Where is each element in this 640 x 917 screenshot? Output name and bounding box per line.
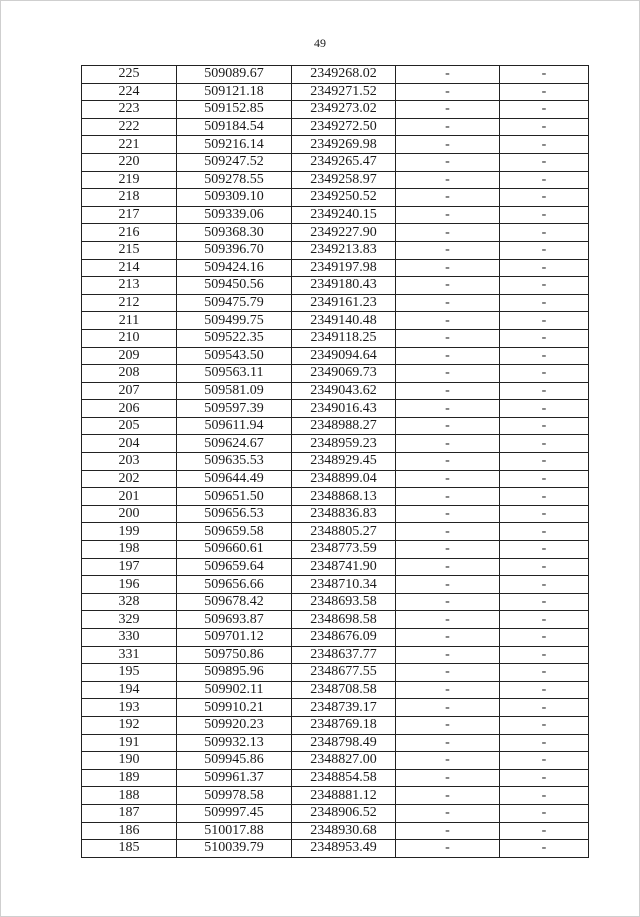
y-coordinate-cell: 2349250.52 (292, 189, 396, 207)
point-id-cell: 215 (82, 241, 177, 259)
table-row (82, 118, 589, 136)
table-row (82, 171, 589, 189)
point-id-cell: 223 (82, 101, 177, 119)
column-4-cell: - (396, 822, 500, 840)
x-coordinate-cell: 509499.75 (177, 312, 292, 330)
column-5-cell: - (500, 118, 589, 136)
table-row (82, 417, 589, 435)
column-4-cell: - (396, 470, 500, 488)
x-coordinate-cell: 509902.11 (177, 681, 292, 699)
column-4-cell: - (396, 611, 500, 629)
table-row (82, 453, 589, 471)
point-id-cell: 189 (82, 769, 177, 787)
table-row (82, 83, 589, 101)
column-4-cell: - (396, 118, 500, 136)
table-row (82, 329, 589, 347)
column-4-cell: - (396, 505, 500, 523)
x-coordinate-cell: 509216.14 (177, 136, 292, 154)
column-4-cell: - (396, 347, 500, 365)
table-row (82, 646, 589, 664)
column-4-cell: - (396, 66, 500, 84)
x-coordinate-cell: 510039.79 (177, 840, 292, 858)
table-row (82, 382, 589, 400)
column-4-cell: - (396, 241, 500, 259)
column-5-cell: - (500, 259, 589, 277)
column-4-cell: - (396, 664, 500, 682)
column-5-cell: - (500, 541, 589, 559)
y-coordinate-cell: 2348906.52 (292, 804, 396, 822)
y-coordinate-cell: 2348836.83 (292, 505, 396, 523)
column-4-cell: - (396, 153, 500, 171)
column-4-cell: - (396, 629, 500, 647)
y-coordinate-cell: 2349197.98 (292, 259, 396, 277)
table-row (82, 716, 589, 734)
column-5-cell: - (500, 101, 589, 119)
y-coordinate-cell: 2349269.98 (292, 136, 396, 154)
x-coordinate-cell: 509895.96 (177, 664, 292, 682)
column-5-cell: - (500, 470, 589, 488)
column-4-cell: - (396, 224, 500, 242)
table-row (82, 558, 589, 576)
point-id-cell: 199 (82, 523, 177, 541)
x-coordinate-cell: 509563.11 (177, 365, 292, 383)
column-4-cell: - (396, 329, 500, 347)
y-coordinate-cell: 2349118.25 (292, 329, 396, 347)
point-id-cell: 197 (82, 558, 177, 576)
x-coordinate-cell: 509678.42 (177, 593, 292, 611)
table-row (82, 681, 589, 699)
y-coordinate-cell: 2348988.27 (292, 417, 396, 435)
x-coordinate-cell: 509247.52 (177, 153, 292, 171)
column-4-cell: - (396, 699, 500, 717)
x-coordinate-cell: 509597.39 (177, 400, 292, 418)
x-coordinate-cell: 509424.16 (177, 259, 292, 277)
point-id-cell: 220 (82, 153, 177, 171)
column-5-cell: - (500, 769, 589, 787)
y-coordinate-cell: 2348739.17 (292, 699, 396, 717)
column-4-cell: - (396, 101, 500, 119)
point-id-cell: 221 (82, 136, 177, 154)
column-5-cell: - (500, 329, 589, 347)
column-4-cell: - (396, 840, 500, 858)
point-id-cell: 187 (82, 804, 177, 822)
column-4-cell: - (396, 294, 500, 312)
point-id-cell: 198 (82, 541, 177, 559)
x-coordinate-cell: 509644.49 (177, 470, 292, 488)
table-row (82, 136, 589, 154)
column-4-cell: - (396, 206, 500, 224)
point-id-cell: 212 (82, 294, 177, 312)
y-coordinate-cell: 2348930.68 (292, 822, 396, 840)
column-5-cell: - (500, 488, 589, 506)
point-id-cell: 210 (82, 329, 177, 347)
point-id-cell: 224 (82, 83, 177, 101)
y-coordinate-cell: 2348959.23 (292, 435, 396, 453)
y-coordinate-cell: 2348899.04 (292, 470, 396, 488)
coordinate-table (81, 65, 589, 858)
table-row (82, 400, 589, 418)
x-coordinate-cell: 509339.06 (177, 206, 292, 224)
column-4-cell: - (396, 382, 500, 400)
column-5-cell: - (500, 629, 589, 647)
point-id-cell: 208 (82, 365, 177, 383)
column-4-cell: - (396, 541, 500, 559)
x-coordinate-cell: 509624.67 (177, 435, 292, 453)
table-row (82, 224, 589, 242)
y-coordinate-cell: 2349227.90 (292, 224, 396, 242)
coordinate-table-body (82, 66, 589, 858)
x-coordinate-cell: 509978.58 (177, 787, 292, 805)
table-row (82, 206, 589, 224)
column-5-cell: - (500, 171, 589, 189)
point-id-cell: 190 (82, 752, 177, 770)
table-row (82, 101, 589, 119)
page-number: 49 (314, 36, 326, 50)
y-coordinate-cell: 2348676.09 (292, 629, 396, 647)
point-id-cell: 211 (82, 312, 177, 330)
y-coordinate-cell: 2348693.58 (292, 593, 396, 611)
table-row (82, 488, 589, 506)
x-coordinate-cell: 509701.12 (177, 629, 292, 647)
point-id-cell: 205 (82, 417, 177, 435)
x-coordinate-cell: 509278.55 (177, 171, 292, 189)
point-id-cell: 225 (82, 66, 177, 84)
point-id-cell: 329 (82, 611, 177, 629)
y-coordinate-cell: 2349240.15 (292, 206, 396, 224)
table-row (82, 259, 589, 277)
table-row (82, 523, 589, 541)
x-coordinate-cell: 509522.35 (177, 329, 292, 347)
column-5-cell: - (500, 505, 589, 523)
column-4-cell: - (396, 312, 500, 330)
column-5-cell: - (500, 593, 589, 611)
column-4-cell: - (396, 593, 500, 611)
column-5-cell: - (500, 576, 589, 594)
y-coordinate-cell: 2348741.90 (292, 558, 396, 576)
point-id-cell: 206 (82, 400, 177, 418)
y-coordinate-cell: 2348708.58 (292, 681, 396, 699)
column-5-cell: - (500, 611, 589, 629)
x-coordinate-cell: 509945.86 (177, 752, 292, 770)
column-5-cell: - (500, 787, 589, 805)
table-row (82, 593, 589, 611)
point-id-cell: 194 (82, 681, 177, 699)
y-coordinate-cell: 2348854.58 (292, 769, 396, 787)
point-id-cell: 330 (82, 629, 177, 647)
column-5-cell: - (500, 523, 589, 541)
table-row (82, 347, 589, 365)
column-4-cell: - (396, 523, 500, 541)
x-coordinate-cell: 509581.09 (177, 382, 292, 400)
table-row (82, 294, 589, 312)
x-coordinate-cell: 509932.13 (177, 734, 292, 752)
column-5-cell: - (500, 822, 589, 840)
column-5-cell: - (500, 382, 589, 400)
column-5-cell: - (500, 153, 589, 171)
y-coordinate-cell: 2349272.50 (292, 118, 396, 136)
x-coordinate-cell: 509656.66 (177, 576, 292, 594)
x-coordinate-cell: 509475.79 (177, 294, 292, 312)
column-4-cell: - (396, 804, 500, 822)
column-5-cell: - (500, 224, 589, 242)
y-coordinate-cell: 2349258.97 (292, 171, 396, 189)
point-id-cell: 207 (82, 382, 177, 400)
point-id-cell: 216 (82, 224, 177, 242)
point-id-cell: 209 (82, 347, 177, 365)
table-row (82, 153, 589, 171)
x-coordinate-cell: 509152.85 (177, 101, 292, 119)
table-row (82, 787, 589, 805)
point-id-cell: 331 (82, 646, 177, 664)
y-coordinate-cell: 2348769.18 (292, 716, 396, 734)
y-coordinate-cell: 2349043.62 (292, 382, 396, 400)
point-id-cell: 213 (82, 277, 177, 295)
column-5-cell: - (500, 277, 589, 295)
point-id-cell: 191 (82, 734, 177, 752)
table-row (82, 752, 589, 770)
column-4-cell: - (396, 576, 500, 594)
x-coordinate-cell: 509089.67 (177, 66, 292, 84)
column-4-cell: - (396, 136, 500, 154)
column-4-cell: - (396, 646, 500, 664)
column-5-cell: - (500, 347, 589, 365)
point-id-cell: 214 (82, 259, 177, 277)
x-coordinate-cell: 509659.58 (177, 523, 292, 541)
table-row (82, 629, 589, 647)
y-coordinate-cell: 2349094.64 (292, 347, 396, 365)
column-4-cell: - (396, 716, 500, 734)
point-id-cell: 185 (82, 840, 177, 858)
y-coordinate-cell: 2348929.45 (292, 453, 396, 471)
column-5-cell: - (500, 417, 589, 435)
point-id-cell: 202 (82, 470, 177, 488)
column-5-cell: - (500, 716, 589, 734)
y-coordinate-cell: 2348953.49 (292, 840, 396, 858)
column-4-cell: - (396, 734, 500, 752)
table-row (82, 435, 589, 453)
column-5-cell: - (500, 804, 589, 822)
y-coordinate-cell: 2349140.48 (292, 312, 396, 330)
column-5-cell: - (500, 840, 589, 858)
column-4-cell: - (396, 400, 500, 418)
y-coordinate-cell: 2349161.23 (292, 294, 396, 312)
table-row (82, 699, 589, 717)
table-row (82, 664, 589, 682)
point-id-cell: 193 (82, 699, 177, 717)
point-id-cell: 186 (82, 822, 177, 840)
table-row (82, 840, 589, 858)
column-5-cell: - (500, 400, 589, 418)
x-coordinate-cell: 509750.86 (177, 646, 292, 664)
point-id-cell: 192 (82, 716, 177, 734)
column-5-cell: - (500, 66, 589, 84)
x-coordinate-cell: 509910.21 (177, 699, 292, 717)
y-coordinate-cell: 2349265.47 (292, 153, 396, 171)
y-coordinate-cell: 2348677.55 (292, 664, 396, 682)
column-4-cell: - (396, 171, 500, 189)
column-5-cell: - (500, 312, 589, 330)
column-4-cell: - (396, 681, 500, 699)
column-5-cell: - (500, 646, 589, 664)
x-coordinate-cell: 509660.61 (177, 541, 292, 559)
table-row (82, 189, 589, 207)
table-row (82, 822, 589, 840)
point-id-cell: 217 (82, 206, 177, 224)
column-4-cell: - (396, 558, 500, 576)
table-row (82, 470, 589, 488)
column-5-cell: - (500, 453, 589, 471)
table-row (82, 611, 589, 629)
column-5-cell: - (500, 206, 589, 224)
table-row (82, 804, 589, 822)
column-4-cell: - (396, 435, 500, 453)
x-coordinate-cell: 509651.50 (177, 488, 292, 506)
point-id-cell: 203 (82, 453, 177, 471)
y-coordinate-cell: 2348773.59 (292, 541, 396, 559)
y-coordinate-cell: 2349268.02 (292, 66, 396, 84)
point-id-cell: 196 (82, 576, 177, 594)
x-coordinate-cell: 509368.30 (177, 224, 292, 242)
x-coordinate-cell: 509997.45 (177, 804, 292, 822)
table-row (82, 576, 589, 594)
table-row (82, 365, 589, 383)
point-id-cell: 200 (82, 505, 177, 523)
table-row (82, 541, 589, 559)
y-coordinate-cell: 2349180.43 (292, 277, 396, 295)
point-id-cell: 222 (82, 118, 177, 136)
table-row (82, 66, 589, 84)
column-4-cell: - (396, 453, 500, 471)
point-id-cell: 328 (82, 593, 177, 611)
y-coordinate-cell: 2348805.27 (292, 523, 396, 541)
column-5-cell: - (500, 136, 589, 154)
column-5-cell: - (500, 558, 589, 576)
point-id-cell: 204 (82, 435, 177, 453)
point-id-cell: 218 (82, 189, 177, 207)
point-id-cell: 201 (82, 488, 177, 506)
column-4-cell: - (396, 488, 500, 506)
table-row (82, 505, 589, 523)
point-id-cell: 195 (82, 664, 177, 682)
y-coordinate-cell: 2348698.58 (292, 611, 396, 629)
x-coordinate-cell: 509121.18 (177, 83, 292, 101)
column-4-cell: - (396, 752, 500, 770)
column-4-cell: - (396, 769, 500, 787)
column-5-cell: - (500, 241, 589, 259)
x-coordinate-cell: 509543.50 (177, 347, 292, 365)
column-5-cell: - (500, 435, 589, 453)
y-coordinate-cell: 2349271.52 (292, 83, 396, 101)
column-5-cell: - (500, 699, 589, 717)
y-coordinate-cell: 2349016.43 (292, 400, 396, 418)
y-coordinate-cell: 2348798.49 (292, 734, 396, 752)
y-coordinate-cell: 2348868.13 (292, 488, 396, 506)
point-id-cell: 219 (82, 171, 177, 189)
x-coordinate-cell: 509635.53 (177, 453, 292, 471)
column-5-cell: - (500, 294, 589, 312)
table-row (82, 277, 589, 295)
x-coordinate-cell: 509450.56 (177, 277, 292, 295)
column-5-cell: - (500, 365, 589, 383)
x-coordinate-cell: 509693.87 (177, 611, 292, 629)
x-coordinate-cell: 509611.94 (177, 417, 292, 435)
y-coordinate-cell: 2348710.34 (292, 576, 396, 594)
x-coordinate-cell: 509184.54 (177, 118, 292, 136)
table-row (82, 312, 589, 330)
x-coordinate-cell: 509396.70 (177, 241, 292, 259)
x-coordinate-cell: 509309.10 (177, 189, 292, 207)
column-5-cell: - (500, 752, 589, 770)
y-coordinate-cell: 2348827.00 (292, 752, 396, 770)
column-4-cell: - (396, 417, 500, 435)
y-coordinate-cell: 2349069.73 (292, 365, 396, 383)
column-5-cell: - (500, 734, 589, 752)
column-5-cell: - (500, 681, 589, 699)
y-coordinate-cell: 2349213.83 (292, 241, 396, 259)
x-coordinate-cell: 509961.37 (177, 769, 292, 787)
column-5-cell: - (500, 189, 589, 207)
x-coordinate-cell: 509920.23 (177, 716, 292, 734)
column-4-cell: - (396, 83, 500, 101)
column-4-cell: - (396, 277, 500, 295)
x-coordinate-cell: 510017.88 (177, 822, 292, 840)
x-coordinate-cell: 509659.64 (177, 558, 292, 576)
table-row (82, 769, 589, 787)
table-row (82, 734, 589, 752)
y-coordinate-cell: 2349273.02 (292, 101, 396, 119)
y-coordinate-cell: 2348637.77 (292, 646, 396, 664)
column-5-cell: - (500, 664, 589, 682)
x-coordinate-cell: 509656.53 (177, 505, 292, 523)
y-coordinate-cell: 2348881.12 (292, 787, 396, 805)
column-4-cell: - (396, 787, 500, 805)
table-row (82, 241, 589, 259)
point-id-cell: 188 (82, 787, 177, 805)
column-5-cell: - (500, 83, 589, 101)
column-4-cell: - (396, 365, 500, 383)
column-4-cell: - (396, 189, 500, 207)
column-4-cell: - (396, 259, 500, 277)
